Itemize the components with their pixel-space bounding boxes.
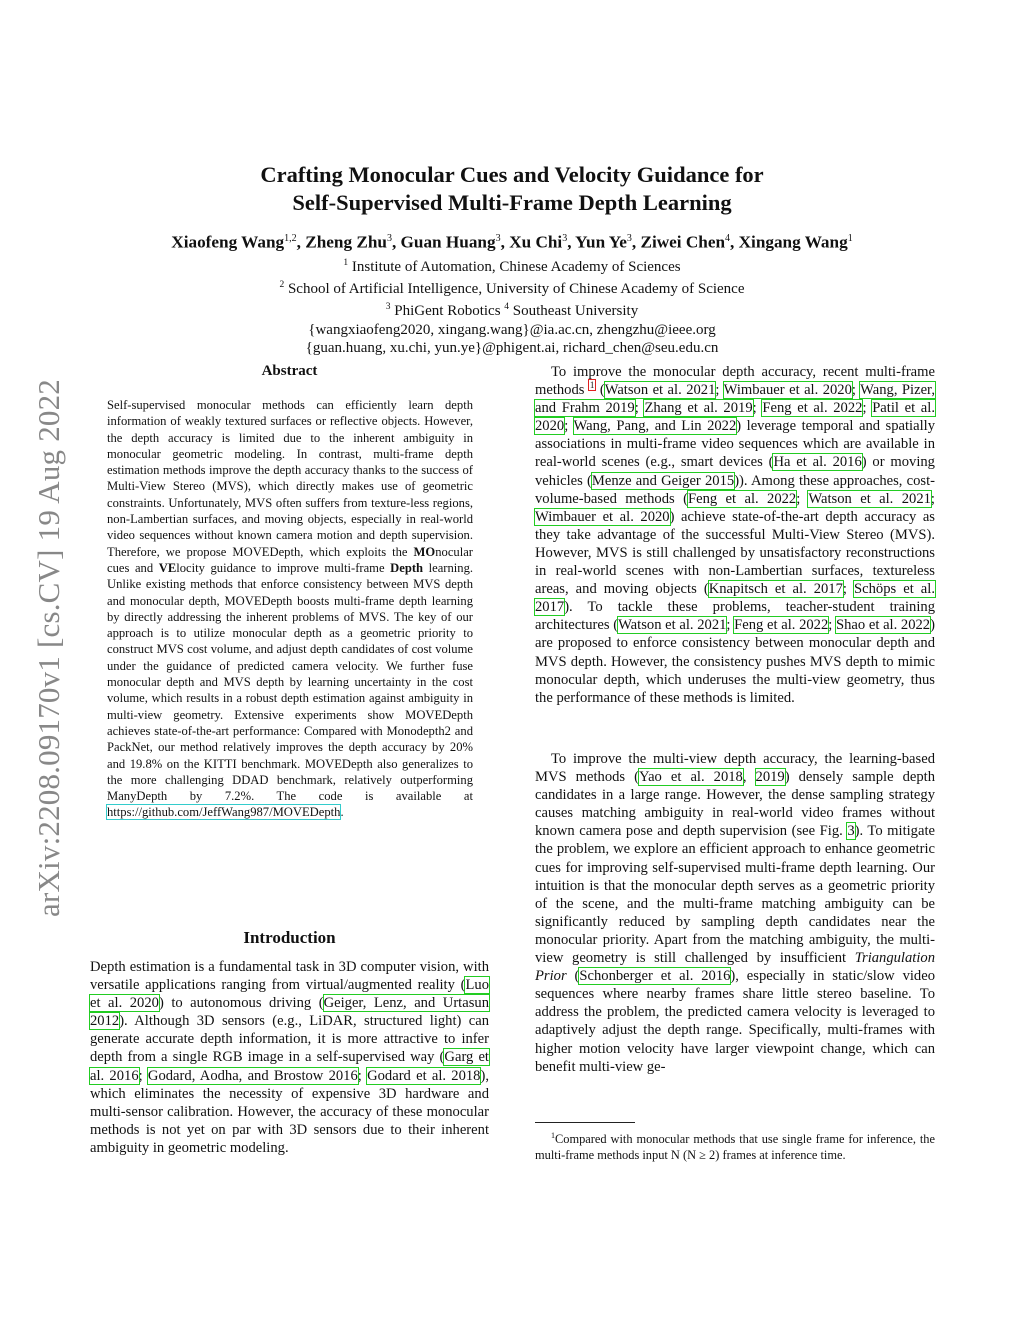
- body-text: ), especially in static/slow video sequences where nearby frames share little stereo baseline. To address the problem, the predicted camera velocity is leveraged to adaptively adjust the depth range. Specifically, multi-frames with higher motion velocity have larger viewpoint change, which can benefit multi-view ge-: [535, 968, 935, 1075]
- citation-link[interactable]: Schonberger et al. 2016: [579, 968, 731, 985]
- affiliation-text: Southeast University: [512, 303, 639, 320]
- body-text: ;: [726, 617, 735, 634]
- author-affiliation: 3: [386, 233, 392, 244]
- citation-link[interactable]: Wimbauer et al. 2020: [723, 382, 852, 399]
- body-text: To improve the monocular depth accuracy, recent multi-frame methods: [535, 364, 935, 399]
- citation-link[interactable]: Menze and Geiger 2015: [591, 472, 735, 489]
- citation-link[interactable]: Luo et al. 2020: [90, 977, 489, 1012]
- body-text: ;: [357, 1067, 368, 1084]
- body-text: ;: [138, 1067, 148, 1084]
- author-affiliation: 4: [725, 233, 731, 244]
- citation-link[interactable]: Garg et al. 2016: [90, 1049, 489, 1084]
- citation-link[interactable]: Wimbauer et al. 2020: [535, 508, 670, 525]
- figure-reference-link[interactable]: 3: [847, 823, 855, 840]
- citation-link[interactable]: Shao et al. 2022: [836, 617, 931, 634]
- author-affiliation: 3: [562, 233, 568, 244]
- body-text: ) to autonomous driving (: [158, 995, 324, 1012]
- title-line-1: Crafting Monocular Cues and Velocity Guidance for: [260, 162, 764, 187]
- affiliation-number: 3: [385, 302, 391, 313]
- abstract-text: learning. Unlike existing methods that enforce consistency between MVS depth and monocular depth, MOVEDepth boosts multi-frame depth learning by directly addressing the inherent problems of MVS. The key of our approach is to utilize monocular depth as a geometric priority to construct MVS cost volume, and adjust depth candidates of cost volume under the guidance of predicted camera velocity. We further fuse monocular depth and MVS depth by learning uncertainty in the cost volume, which results in a robust depth estimation against ambiguity in multi-view geometry. Extensive experiments show MOVEDepth achieves state-of-the-art performance: Compared with Monodepth2 and PackNet, our method relatively improves the depth accuracy by 20% and 19.8% on the KITTI benchmark. MOVEDepth also generalizes to the more challenging DDAD benchmark, relatively outperforming ManyDepth by 7.2%. The code is available at: [107, 560, 474, 804]
- body-text: ) are proposed to enforce consistency between monocular depth and MVS depth. However, the consistency pushes MVS depth to mimic monocular depth, which underuses the multi-view geometry, thus the performance of these methods is limited.: [535, 617, 935, 706]
- body-text: Depth estimation is a fundamental task in 3D computer vision, with versatile applications ranging from virtual/augmented reality (: [90, 959, 489, 994]
- affiliation-text: PhiGent Robotics: [394, 303, 501, 320]
- introduction-heading: Introduction: [243, 928, 336, 947]
- body-text: To improve the multi-view depth accuracy, the learning-based MVS methods (: [535, 751, 935, 786]
- body-text: ;: [564, 418, 574, 435]
- citation-link[interactable]: 2019: [755, 769, 785, 786]
- body-text: ;: [634, 400, 645, 417]
- footnote-divider: [535, 1122, 635, 1123]
- body-text: ). To tackle these problems, teacher-student training architectures (: [535, 599, 935, 634]
- right-paragraph-2: [535, 750, 935, 1076]
- affiliations: [160, 254, 864, 357]
- citation-link[interactable]: Knapitsch et al. 2017: [708, 581, 843, 598]
- citation-link[interactable]: Ha et al. 2016: [773, 454, 862, 471]
- affiliation-1: [160, 254, 864, 276]
- author-name: Ziwei Chen: [640, 232, 726, 252]
- citation-link[interactable]: Feng et al. 2022: [762, 400, 863, 417]
- introduction-paragraph: [90, 958, 489, 1157]
- citation-link[interactable]: Wang, Pizer, and Frahm 2019: [535, 382, 935, 417]
- email-line-2: {guan.huang, xu.chi, yun.ye}@phigent.ai, richard_chen@seu.edu.cn: [305, 339, 719, 356]
- abstract-emphasis: MO: [413, 544, 436, 559]
- author-name: Xiaofeng Wang: [171, 232, 285, 252]
- body-text: ,: [742, 769, 756, 786]
- body-text: ;: [862, 400, 873, 417]
- abstract-text: Self-supervised monocular methods can efficiently learn depth information of weakly textured surfaces or reflective objects. However, the depth accuracy is limited due to the inherent ambiguity in monocular geometric modeling. In contrast, multi-frame depth estimation methods improve the depth accuracy thanks to the success of Multi-View Stereo (MVS), which directly makes use of geometric constraints. Unfortunately, MVS often suffers from texture-less regions, non-Lambertian surfaces, and moving objects, especially in real-world video sequences without known camera motion and depth supervision. Therefore, we propose MOVEDepth, which exploits the: [107, 398, 473, 559]
- body-text: )). Among these approaches, cost-volume-based methods (: [535, 472, 935, 507]
- body-text: ). Although 3D sensors (e.g., LiDAR, structured light) can generate accurate depth information, it is more attractive to infer depth from a single RGB image in a self-supervised way (: [90, 1013, 489, 1066]
- abstract-text: locity guidance to improve multi-frame: [176, 560, 391, 575]
- author-name: Xingang Wang: [738, 232, 848, 252]
- abstract-text: .: [340, 805, 344, 820]
- citation-link[interactable]: Schöps et al. 2017: [535, 581, 935, 616]
- body-text: ;: [930, 490, 935, 507]
- body-text: ;: [715, 382, 724, 399]
- body-text: ;: [851, 382, 861, 399]
- footnote-text: Compared with monocular methods that use single frame for inference, the multi-frame methods input N (N ≥ 2) frames at inference time.: [535, 1132, 935, 1163]
- citation-link[interactable]: Godard et al. 2018: [367, 1067, 481, 1084]
- abstract-heading: Abstract: [261, 363, 318, 379]
- body-text: ;: [752, 400, 763, 417]
- citation-link[interactable]: Zhang et al. 2019: [644, 400, 753, 417]
- body-text: ;: [842, 581, 855, 598]
- citation-link[interactable]: Patil et al. 2020: [535, 400, 935, 435]
- author-affiliation: 1,2: [284, 233, 297, 244]
- right-paragraph-1: [535, 363, 935, 707]
- abstract-emphasis: VE: [158, 560, 177, 575]
- body-text: ) achieve state-of-the-art depth accuracy as they take advantage of the successful Multi-View Stereo (MVS). However, MVS is still challenged by unsatisfactory reconstructions in real-world scenes with non-Lambertian surfaces, textureless areas, and moving objects (: [535, 508, 935, 598]
- citation-link[interactable]: Feng et al. 2022: [734, 617, 829, 634]
- citation-link[interactable]: Godard, Aodha, and Brostow 2016: [147, 1067, 358, 1084]
- affiliation-2: [160, 276, 864, 298]
- abstract-emphasis: Depth: [390, 560, 424, 575]
- author-list: Xiaofeng Wang$^{1,2}$, Zheng Zhu$^3$, Guan Huang$^3$, Xu Chi$^3$, Yun Ye$^3$, Ziwei Chen$^4$, Xingang Wang$^1$: [171, 232, 853, 252]
- citation-link[interactable]: Geiger, Lenz, and Urtasun 2012: [90, 995, 489, 1030]
- author-name: Yun Ye: [575, 232, 627, 252]
- author-name: Zheng Zhu: [305, 232, 387, 252]
- affiliation-text: Institute of Automation, Chinese Academy of Sciences: [351, 259, 681, 275]
- body-text: ) or moving vehicles (: [535, 454, 935, 489]
- author-affiliation: 3: [495, 233, 501, 244]
- body-text: ) densely sample depth candidates in a large range. However, the dense sampling strategy causes matching ambiguity in real-world video frames without known camera pose and depth supervision (see Fig.: [535, 769, 935, 840]
- abstract-text: nocular cues and: [107, 544, 473, 575]
- body-text: (: [595, 382, 605, 399]
- footnote-number: 1: [551, 1131, 555, 1140]
- citation-link[interactable]: Watson et al. 2021: [618, 617, 727, 634]
- citation-link[interactable]: Feng et al. 2022: [687, 490, 797, 507]
- title-line-2: Self-Supervised Multi-Frame Depth Learning: [292, 190, 732, 215]
- body-text: ). To mitigate the problem, we explore an efficient approach to enhance geometric cues for improving self-supervised multi-frame depth learning. Our intuition is that the monocular depth serves as a geometric priority of the scene, and the multi-frame matching ambiguity can be significantly reduced by sampling depth candidates near the monocular priority. Apart from the matching ambiguity, the multi-view geometry is still challenged by insufficient: [535, 823, 935, 967]
- footnote-marker-link[interactable]: 1: [589, 380, 595, 391]
- abstract-body: [107, 397, 473, 821]
- body-text: ) leverage temporal and spatially associations in multi-frame video sequences which are available in real-world scenes (e.g., smart devices (: [535, 418, 935, 471]
- citation-link[interactable]: Wang, Pang, and Lin 2022: [573, 418, 737, 435]
- affiliation-number: 2: [279, 280, 285, 291]
- paper-title: [150, 161, 874, 217]
- citation-link[interactable]: Yao et al. 2018: [639, 769, 743, 786]
- affiliation-text: School of Artificial Intelligence, University of Chinese Academy of Science: [287, 281, 745, 298]
- body-text: ), which eliminates the necessity of expensive 3D hardware and multi-sensor calibration. However, the accuracy of these monocular methods is not yet on par with 3D sensors due to their inherent ambiguity in geometric modeling.: [90, 1067, 489, 1156]
- citation-link[interactable]: Watson et al. 2021: [604, 382, 716, 399]
- author-affiliation: 3: [626, 233, 632, 244]
- body-text: ;: [796, 490, 809, 507]
- citation-link[interactable]: Watson et al. 2021: [808, 490, 931, 507]
- body-text: ;: [828, 617, 836, 634]
- body-emphasis: Triangulation Prior: [535, 950, 935, 985]
- arxiv-identifier-text: arXiv:2208.09170v1 [cs.CV] 19 Aug 2022: [31, 378, 66, 917]
- author-affiliation: 1: [847, 233, 853, 244]
- arxiv-identifier: [26, 345, 72, 950]
- footnote: [535, 1128, 935, 1163]
- author-name: Guan Huang: [400, 232, 496, 252]
- affiliation-number: 1: [343, 258, 349, 268]
- affiliation-number: 4: [504, 302, 510, 313]
- body-text: (: [566, 968, 580, 985]
- code-url-link[interactable]: https://github.com/JeffWang987/MOVEDepth: [107, 805, 341, 820]
- email-line-1: {wangxiaofeng2020, xingang.wang}@ia.ac.cn, zhengzhu@ieee.org: [308, 321, 716, 338]
- author-name: Xu Chi: [509, 232, 563, 252]
- affiliation-3-4: [160, 298, 864, 320]
